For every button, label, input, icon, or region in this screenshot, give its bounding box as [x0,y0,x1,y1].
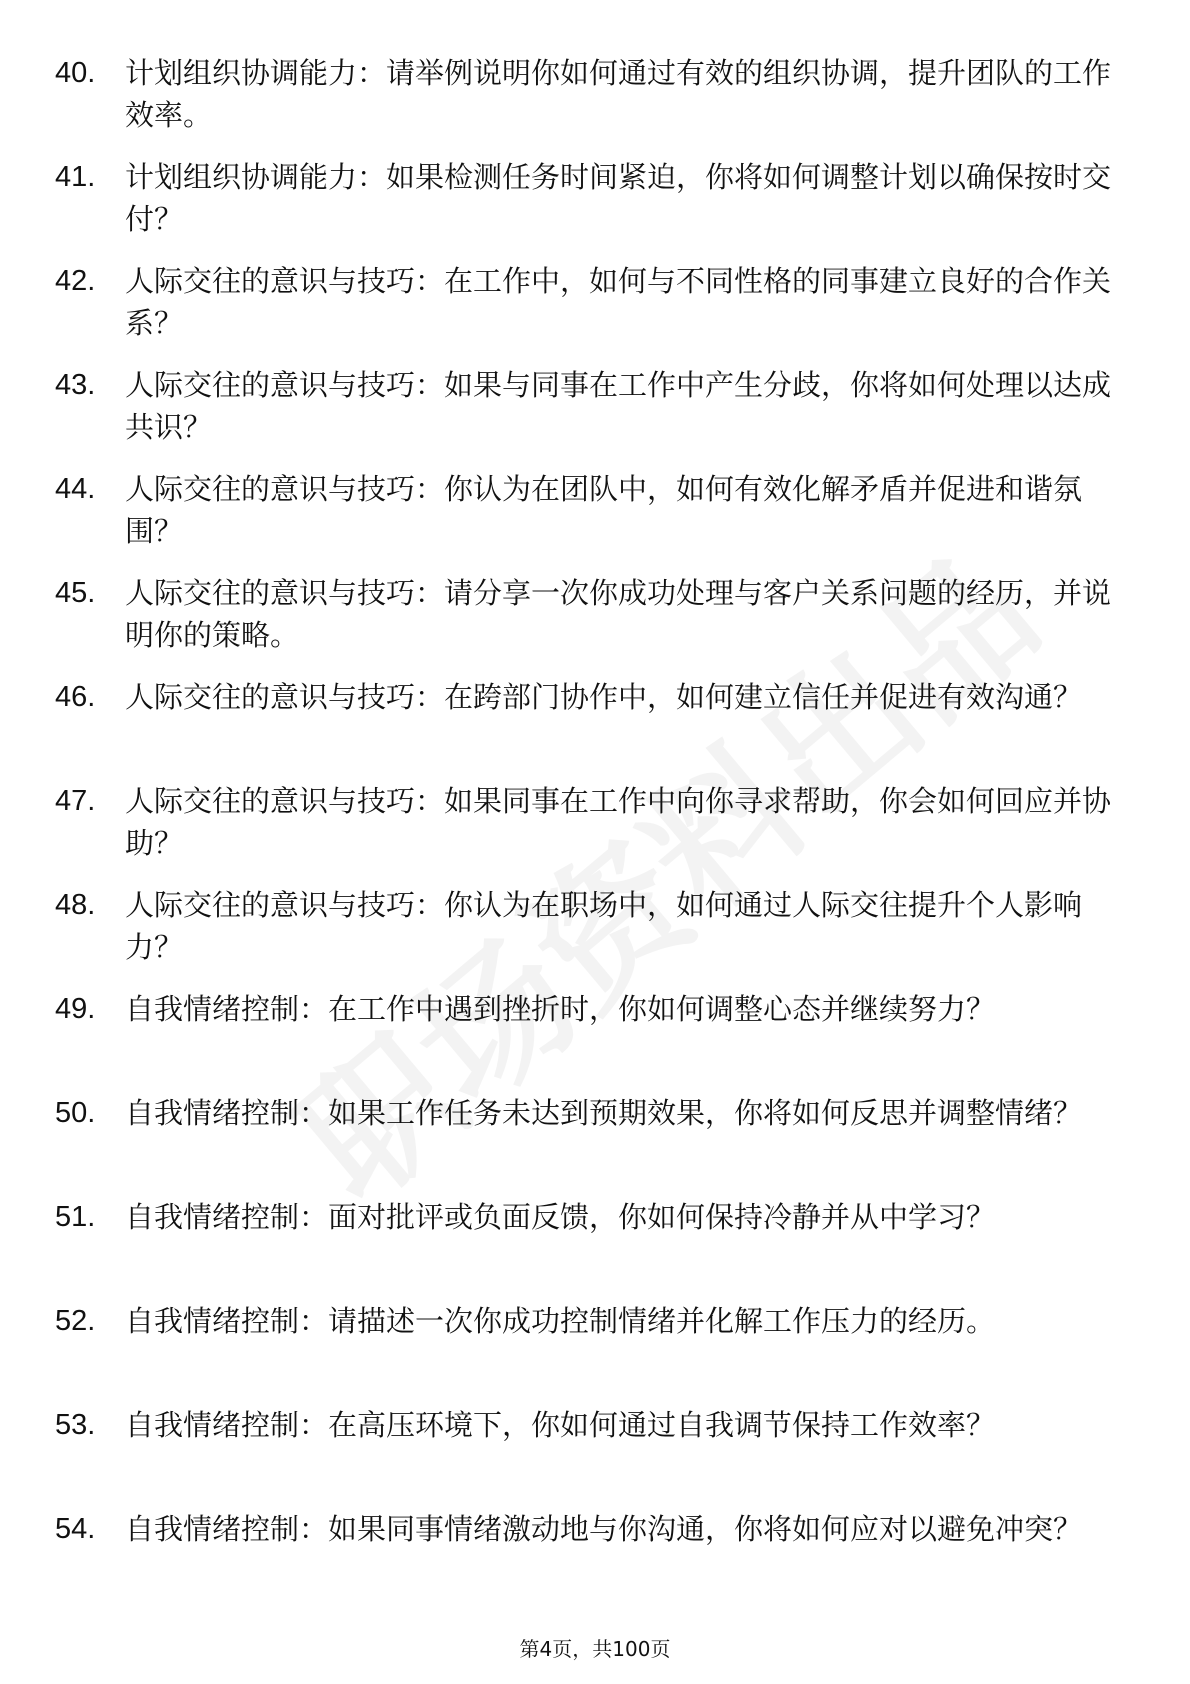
question-item [55,52,1115,156]
question-text: 自我情绪控制：如果同事情绪激动地与你沟通，你将如何应对以避免冲突？ [125,1512,1083,1546]
question-item [55,572,1115,676]
question-text: 自我情绪控制：面对批评或负面反馈，你如何保持冷静并从中学习？ [125,1200,996,1234]
question-item [55,1196,1115,1300]
question-number: 50. [55,1097,96,1129]
question-number: 43. [55,369,96,401]
question-text: 人际交往的意识与技巧：如果同事在工作中向你寻求帮助，你会如何回应并协助？ [125,784,1112,860]
question-item [55,260,1115,364]
question-text: 计划组织协调能力：如果检测任务时间紧迫，你将如何调整计划以确保按时交付？ [125,160,1112,236]
question-text: 人际交往的意识与技巧：你认为在团队中，如何有效化解矛盾并促进和谐氛围？ [125,472,1083,548]
question-text: 人际交往的意识与技巧：在工作中，如何与不同性格的同事建立良好的合作关系？ [125,264,1112,340]
question-text: 人际交往的意识与技巧：你认为在职场中，如何通过人际交往提升个人影响力？ [125,888,1083,964]
question-text: 人际交往的意识与技巧：请分享一次你成功处理与客户关系问题的经历，并说明你的策略。 [125,576,1112,652]
question-item [55,1508,1115,1612]
question-number: 40. [55,57,96,89]
page-footer: 第4页，共100页 [519,1637,671,1661]
question-number: 53. [55,1409,96,1441]
question-number: 49. [55,993,96,1025]
question-text: 自我情绪控制：如果工作任务未达到预期效果，你将如何反思并调整情绪？ [125,1096,1083,1130]
question-number: 42. [55,265,96,297]
question-number: 47. [55,785,96,817]
question-text: 自我情绪控制：在工作中遇到挫折时，你如何调整心态并继续努力？ [125,992,996,1026]
question-item [55,988,1115,1092]
question-number: 41. [55,161,96,193]
question-text: 自我情绪控制：在高压环境下，你如何通过自我调节保持工作效率？ [125,1408,996,1442]
question-item [55,1404,1115,1508]
question-item [55,676,1115,780]
question-number: 45. [55,577,96,609]
question-item [55,884,1115,988]
question-item [55,468,1115,572]
question-item [55,156,1115,260]
question-item [55,780,1115,884]
question-list [55,52,1115,1612]
question-item [55,1092,1115,1196]
question-item [55,1300,1115,1404]
question-number: 54. [55,1513,96,1545]
question-text: 人际交往的意识与技巧：在跨部门协作中，如何建立信任并促进有效沟通？ [125,680,1083,714]
question-number: 44. [55,473,96,505]
question-number: 51. [55,1201,96,1233]
question-number: 52. [55,1305,96,1337]
question-text: 自我情绪控制：请描述一次你成功控制情绪并化解工作压力的经历。 [125,1304,996,1338]
question-item [55,364,1115,468]
question-text: 计划组织协调能力：请举例说明你如何通过有效的组织协调，提升团队的工作效率。 [125,56,1112,132]
question-number: 46. [55,681,96,713]
question-text: 人际交往的意识与技巧：如果与同事在工作中产生分歧，你将如何处理以达成共识？ [125,368,1112,444]
question-number: 48. [55,889,96,921]
